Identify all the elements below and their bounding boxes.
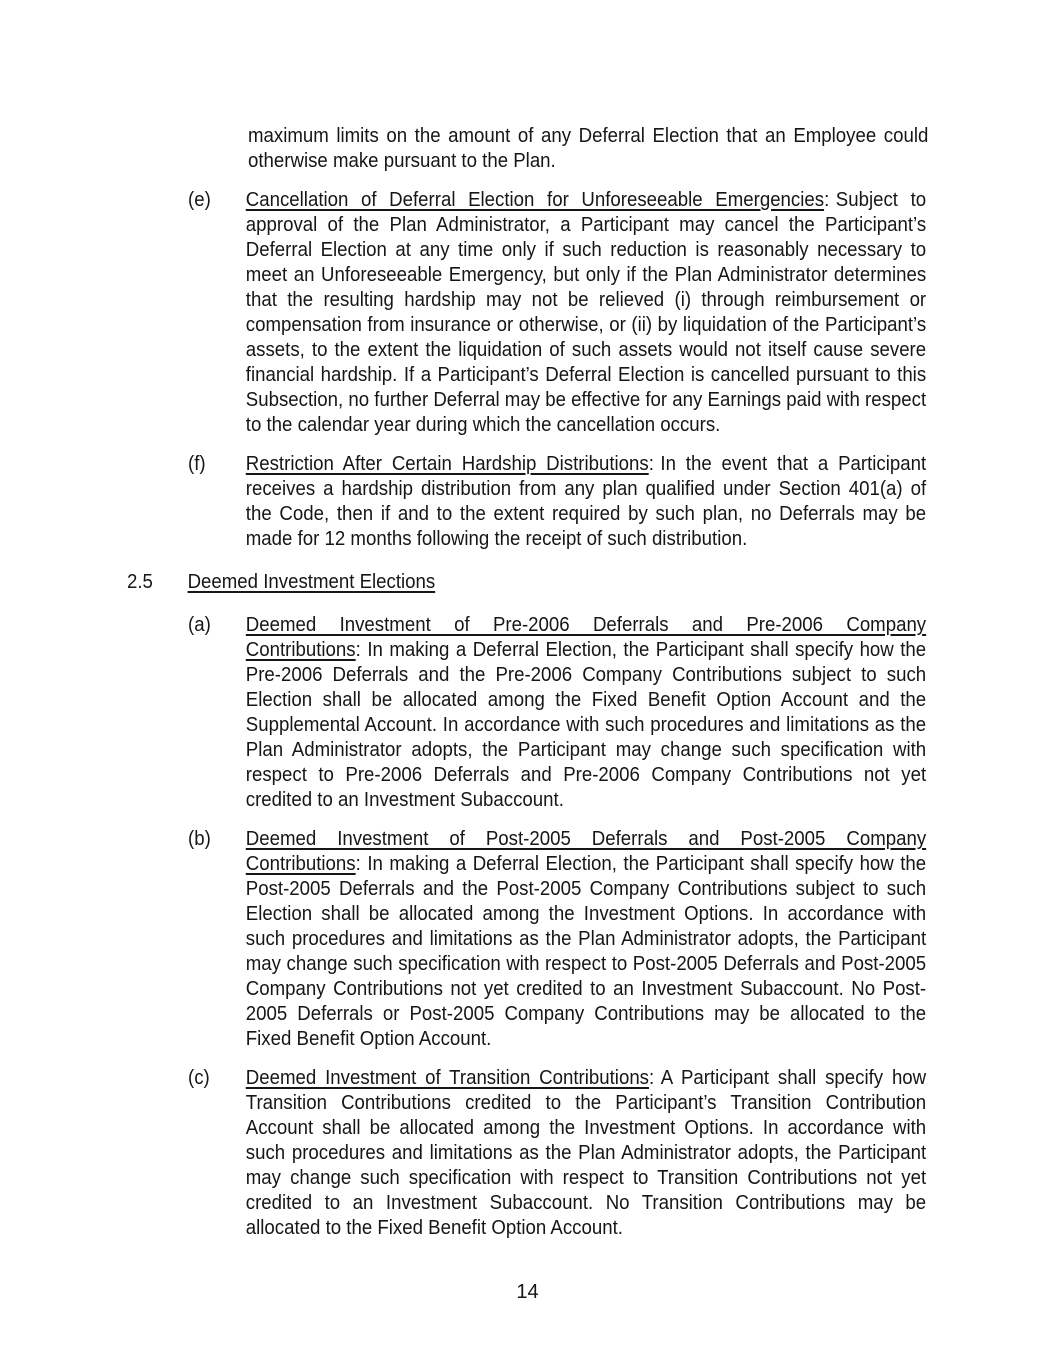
- item-title-e: Cancellation of Deferral Election for Unforeseeable Emergencies: [245, 189, 825, 211]
- item-title-b: Deemed Investment of Post-2005 Deferrals and Post-2005 Company Contributions: [245, 828, 927, 875]
- section-number: 2.5: [127, 571, 153, 593]
- item-label-b: (b): [188, 828, 211, 850]
- item-label-e: (e): [188, 189, 211, 211]
- item-paragraph-b: [246, 827, 926, 1052]
- page-number: 14: [516, 1281, 539, 1303]
- item-label-f: (f): [188, 453, 206, 475]
- list-item-e: [188, 188, 926, 438]
- item-separator-b: :: [355, 853, 361, 875]
- continuation-paragraph: [248, 124, 928, 174]
- list-item-c: [188, 1066, 926, 1241]
- document-content: [0, 124, 1055, 1241]
- item-paragraph-e: [246, 188, 926, 438]
- item-title-a: Deemed Investment of Pre-2006 Deferrals and Pre-2006 Company Contributions: [245, 614, 927, 661]
- item-body-c: A Participant shall specify how Transition Contributions credited to the Participant’s Transition Contribution Account shall be allocated among the Investment Options. In accordance with such procedures and limitations as the Plan Administrator adopts, the Participant may change such specification with respect to Transition Contributions not yet credited to an Investment Subaccount. No Transition Contributions may be allocated to the Fixed Benefit Option Account.: [245, 1067, 927, 1239]
- item-title-c: Deemed Investment of Transition Contributions: [245, 1067, 650, 1089]
- item-separator-e: :: [824, 189, 830, 211]
- section-heading: Deemed Investment Elections: [187, 571, 436, 593]
- item-body-a: In making a Deferral Election, the Participant shall specify how the Pre-2006 Deferrals and the Pre-2006 Company Contributions subject to such Election shall be allocated among the Fixed Benefit Option Account and the Supplemental Account. In accordance with such procedures and limitations as the Plan Administrator adopts, the Participant may change such specification with respect to Pre-2006 Deferrals and Pre-2006 Company Contributions not yet credited to an Investment Subaccount.: [245, 639, 927, 811]
- item-body-b: In making a Deferral Election, the Participant shall specify how the Post-2005 Deferrals and the Post-2005 Company Contributions subject to such Election shall be allocated among the Investment Options. In accordance with such procedures and limitations as the Plan Administrator adopts, the Participant may change such specification with respect to Post-2005 Deferrals and Post-2005 Company Contributions not yet credited to an Investment Subaccount. No Post-2005 Deferrals or Post-2005 Company Contributions may be allocated to the Fixed Benefit Option Account.: [245, 853, 927, 1050]
- item-separator-a: :: [355, 639, 361, 661]
- item-title-f: Restriction After Certain Hardship Distributions: [245, 453, 649, 475]
- item-separator-c: :: [649, 1067, 655, 1089]
- item-separator-f: :: [648, 453, 654, 475]
- item-paragraph-c: [246, 1066, 926, 1241]
- item-label-a: (a): [188, 614, 211, 636]
- continuation-paragraph-text: maximum limits on the amount of any Deferral Election that an Employee could otherwise make pursuant to the Plan.: [248, 125, 929, 172]
- list-item-f: [188, 452, 926, 552]
- item-label-c: (c): [188, 1067, 210, 1089]
- item-body-e: Subject to approval of the Plan Administrator, a Participant may cancel the Participant’s Deferral Election at any time only if such reduction is reasonably necessary to meet an Unforeseeable Emergency, but only if the Plan Administrator determines that the resulting hardship may not be relieved (i) through reimbursement or compensation from insurance or otherwise, or (ii) by liquidation of the Participant’s assets, to the extent the liquidation of such assets would not itself cause severe financial hardship. If a Participant’s Deferral Election is cancelled pursuant to this Subsection, no further Deferral may be effective for any Earnings paid with respect to the calendar year during which the cancellation occurs.: [245, 189, 927, 436]
- list-item-b: [188, 827, 926, 1052]
- list-item-a: [188, 613, 926, 813]
- section-heading-row: [127, 570, 922, 595]
- item-body-f: In the event that a Participant receives a hardship distribution from any plan qualified under Section 401(a) of the Code, then if and to the extent required by such plan, no Deferrals may be made for 12 months following the receipt of such distribution.: [245, 453, 927, 550]
- item-paragraph-f: [246, 452, 926, 552]
- item-paragraph-a: [246, 613, 926, 813]
